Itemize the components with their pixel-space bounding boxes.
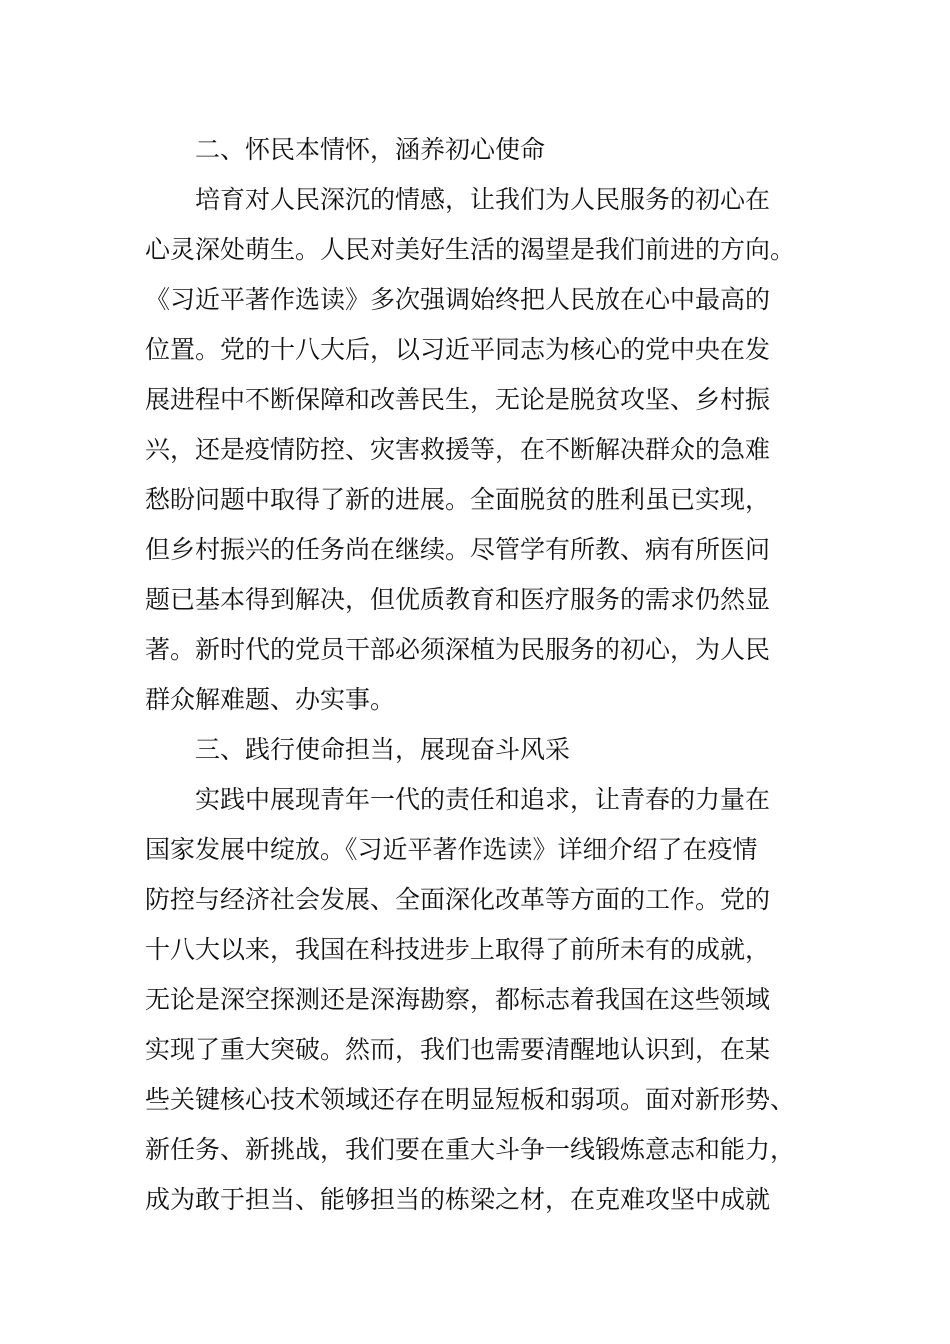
- paragraph-line: 防控与经济社会发展、全面深化改革等方面的工作。党的: [145, 885, 771, 914]
- paragraph-line: 无论是深空探测还是深海勘察，都标志着我国在这些领域: [145, 985, 771, 1014]
- paragraph-line: 培育对人民深沉的情感，让我们为人民服务的初心在: [195, 185, 771, 214]
- paragraph-line: 些关键核心技术领域还存在明显短板和弱项。面对新形势、: [145, 1085, 796, 1114]
- paragraph-line: 成为敢于担当、能够担当的栋梁之材，在克难攻坚中成就: [145, 1185, 771, 1214]
- paragraph-line: 但乡村振兴的任务尚在继续。尽管学有所教、病有所医问: [145, 535, 771, 564]
- paragraph-line: 愁盼问题中取得了新的进展。全面脱贫的胜利虽已实现，: [145, 485, 771, 514]
- paragraph-line: 实践中展现青年一代的责任和追求，让青春的力量在: [195, 785, 771, 814]
- document-body: [145, 125, 805, 1225]
- paragraph-line: 题已基本得到解决，但优质教育和医疗服务的需求仍然显: [145, 585, 771, 614]
- paragraph-line: 位置。党的十八大后，以习近平同志为核心的党中央在发: [145, 335, 771, 364]
- paragraph-line: 国家发展中绽放。《习近平著作选读》详细介绍了在疫情: [145, 835, 758, 864]
- paragraph-line: 兴，还是疫情防控、灾害救援等，在不断解决群众的急难: [145, 435, 771, 464]
- paragraph-line: 展进程中不断保障和改善民生，无论是脱贫攻坚、乡村振: [145, 385, 771, 414]
- section-heading-three: 三、践行使命担当，展现奋斗风采: [195, 735, 571, 764]
- paragraph-line: 新任务、新挑战，我们要在重大斗争一线锻炼意志和能力，: [145, 1135, 796, 1164]
- paragraph-line: 群众解难题、办实事。: [145, 685, 396, 714]
- paragraph-line: 《习近平著作选读》多次强调始终把人民放在心中最高的: [145, 285, 771, 314]
- paragraph-line: 心灵深处萌生。人民对美好生活的渴望是我们前进的方向。: [145, 235, 796, 264]
- paragraph-line: 实现了重大突破。然而，我们也需要清醒地认识到，在某: [145, 1035, 771, 1064]
- section-heading-two: 二、怀民本情怀，涵养初心使命: [195, 135, 546, 164]
- paragraph-line: 著。新时代的党员干部必须深植为民服务的初心，为人民: [145, 635, 771, 664]
- paragraph-line: 十八大以来，我国在科技进步上取得了前所未有的成就，: [145, 935, 771, 964]
